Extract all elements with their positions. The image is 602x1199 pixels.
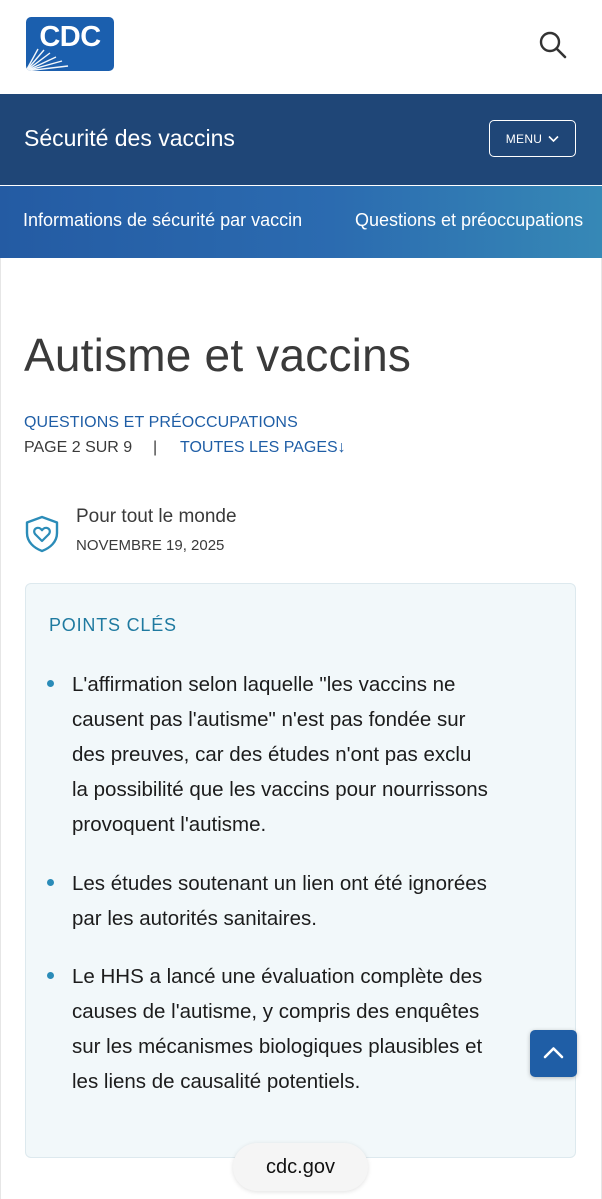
cdc-logo[interactable] (26, 17, 114, 71)
publish-date: NOVEMBRE 19, 2025 (76, 537, 225, 554)
key-point-line: la possibilité que les vaccins pour nourrissons (72, 778, 488, 801)
sub-nav-item-questions-concerns[interactable]: Questions et préoccupations (355, 210, 584, 230)
key-points-title: POINTS CLÉS (49, 615, 177, 635)
key-point-line: Les études soutenant un lien ont été ignorées (72, 872, 487, 895)
sub-nav-item-vaccine-safety-info[interactable]: Informations de sécurité par vaccin (23, 210, 303, 230)
bullet-dot (47, 972, 54, 979)
chevron-down-icon (548, 135, 559, 143)
audience-label: Pour tout le monde (76, 506, 237, 527)
key-point-line: provoquent l'autisme. (72, 813, 267, 836)
site-title[interactable]: Sécurité des vaccins (24, 125, 235, 151)
all-pages-link[interactable]: TOUTES LES PAGES↓ (180, 439, 346, 456)
key-point-line: causent pas l'autisme" n'est pas fondée sur (72, 708, 466, 731)
page-separator: | (153, 439, 158, 456)
bullet-dot (47, 879, 54, 886)
sub-nav (0, 186, 602, 258)
scroll-to-top-button[interactable] (530, 1030, 577, 1077)
shield-heart-icon (24, 515, 60, 553)
key-point-line: des preuves, car des études n'ont pas exclu (72, 743, 472, 766)
chevron-up-icon (530, 1030, 577, 1077)
key-point-2 (72, 866, 562, 936)
search-icon (538, 30, 568, 60)
browser-url: cdc.gov (266, 1155, 335, 1178)
key-point-line: les liens de causalité potentiels. (72, 1070, 361, 1093)
key-point-line: L'affirmation selon laquelle "les vaccins ne (72, 673, 456, 696)
top-header (0, 0, 602, 94)
logo-text: CDC (39, 21, 101, 53)
section-link[interactable]: QUESTIONS ET PRÉOCCUPATIONS (24, 414, 298, 431)
browser-url-bar[interactable] (233, 1143, 368, 1191)
key-point-1 (72, 667, 562, 842)
key-point-line: par les autorités sanitaires. (72, 907, 317, 930)
menu-button[interactable] (489, 120, 576, 157)
search-button[interactable] (538, 30, 568, 60)
menu-label: MENU (505, 131, 543, 146)
key-point-3 (72, 959, 562, 1099)
key-point-line: sur les mécanismes biologiques plausibles et (72, 1035, 483, 1058)
key-point-line: causes de l'autisme, y compris des enquêtes (72, 1000, 480, 1023)
bullet-dot (47, 680, 54, 687)
key-point-line: Le HHS a lancé une évaluation complète des (72, 965, 483, 988)
page-title: Autisme et vaccins (24, 329, 412, 381)
page-count: PAGE 2 SUR 9 (24, 439, 133, 456)
